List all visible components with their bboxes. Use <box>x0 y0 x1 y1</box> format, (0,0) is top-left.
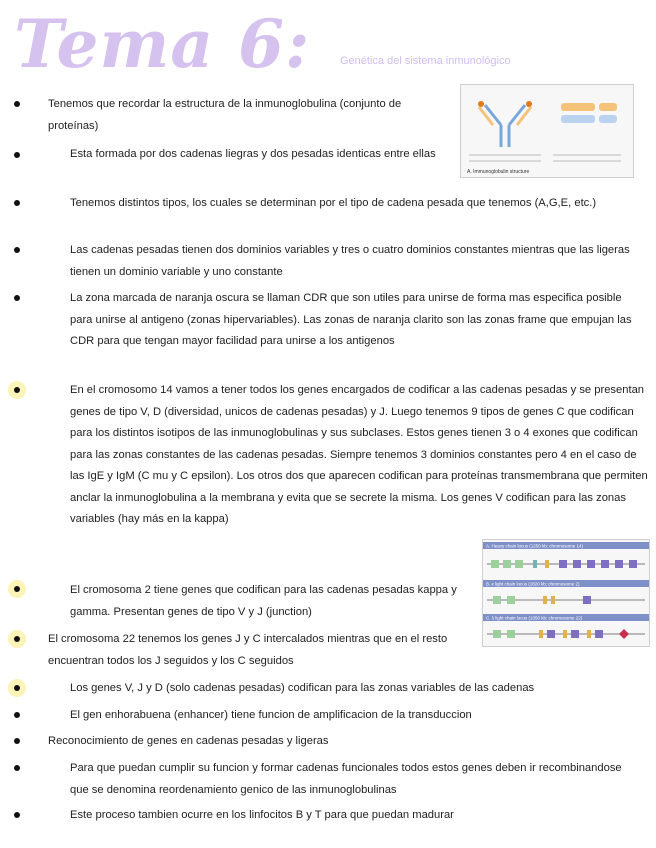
list-item: Tenemos que recordar la estructura de la inmunoglobulina (conjunto de proteínas) <box>48 98 402 132</box>
bullet-icon <box>14 387 20 393</box>
heavy-chain-arm-right <box>509 105 525 125</box>
cdr-left <box>478 101 484 107</box>
lambda-c-gene-1 <box>547 630 555 638</box>
list-item: La zona marcada de naranja oscura se llaman CDR que son utiles para unirse de forma mas especifica posible para unirse al antigeno (zonas hipervariables). Las zonas de naranja clarito son las zonas frame que empujan las CDR para que tengan mayor facilidad para unirse a los antigenos <box>70 292 632 347</box>
heavy-locus-title: A. Heavy chain locus (1250 kb; chromosome 14) <box>486 543 584 549</box>
heavy-chain-arm-left <box>485 105 501 125</box>
cdr-right <box>526 101 532 107</box>
bullet-icon <box>14 765 20 771</box>
bullet-icon <box>14 712 20 718</box>
heavy-v-gene-2 <box>503 560 511 568</box>
domain-vh <box>561 115 595 123</box>
bullet-icon <box>14 738 20 744</box>
heavy-v-gene-3 <box>515 560 523 568</box>
list-item: El cromosoma 22 tenemos los genes J y C intercalados mientras que en el resto encuentran todos los J seguidos y los C seguidos <box>48 633 448 667</box>
bullet-icon <box>14 636 20 642</box>
domain-vl <box>561 103 595 111</box>
bullet-icon <box>14 247 20 253</box>
bullet-icon <box>14 586 20 592</box>
list-item: Para que puedan cumplir su funcion y formar cadenas funcionales todos estos genes deben ir recombinandose que se denomina reordenamiento genico de las inmunoglobulinas <box>70 762 622 796</box>
bullet-icon <box>14 295 20 301</box>
domain-cl <box>599 103 617 111</box>
list-item: Este proceso tambien ocurre en los linfocitos B y T para que puedan madurar <box>70 809 454 821</box>
list-item: Tenemos distintos tipos, los cuales se determinan por el tipo de cadena pesada que tenemos (A,G,E, etc.) <box>70 197 597 209</box>
gene-loci-diagram <box>483 540 649 646</box>
bullet-icon <box>14 685 20 691</box>
lambda-v-gene-1 <box>493 630 501 638</box>
list-item: Reconocimiento de genes en cadenas pesadas y ligeras <box>48 735 329 747</box>
lambda-enhancer <box>619 629 629 639</box>
kappa-j-gene-2 <box>551 596 555 604</box>
figure1-caption: A. Immunoglobulin structure <box>467 169 530 175</box>
heavy-c-gene-3 <box>587 560 595 568</box>
kappa-v-gene-1 <box>493 596 501 604</box>
bullet-icon <box>14 101 20 107</box>
bullet-icon <box>14 200 20 206</box>
lambda-j-gene-2 <box>563 630 567 638</box>
page-title: Tema 6: <box>14 5 311 83</box>
heavy-v-gene-1 <box>491 560 499 568</box>
list-item: El gen enhorabuena (enhancer) tiene funcion de amplificacion de la transduccion <box>70 709 472 721</box>
heavy-j-gene <box>545 560 549 568</box>
lambda-v-gene-2 <box>507 630 515 638</box>
list-item: Esta formada por dos cadenas liegras y dos pesadas identicas entre ellas <box>70 148 436 160</box>
immunoglobulin-figure <box>460 84 634 178</box>
lambda-j-gene-3 <box>587 630 591 638</box>
heavy-c-gene-5 <box>615 560 623 568</box>
lambda-c-gene-3 <box>595 630 603 638</box>
gene-loci-figure <box>482 539 650 647</box>
heavy-c-gene-2 <box>573 560 581 568</box>
heavy-c-gene-4 <box>601 560 609 568</box>
list-item: En el cromosomo 14 vamos a tener todos los genes encargados de codificar a las cadenas pesadas y se presentan genes de tipo V, D (diversidad, unicos de cadenas pesadas) y J. Luego tenemos 9 tipos de genes C que codifican para los distintos isotipos de las inmunoglobulinas y sus subclases. Estos genes tienen 3 o 4 exones que codifican para las zonas constantes de las cadenas pesadas. Siempre tenemos 3 dominios constantes pero 4 en el caso de las IgE y IgM (C mu y C epsilon). Los otros dos que aparecen codifican para proteínas transmembrana que permiten anclar la inmunoglobulina a la membrana y evita que se secrete la misma. Los genes V codifican para las zonas variables (hay más en la kappa) <box>70 384 648 525</box>
light-chain-left <box>479 107 493 125</box>
list-item: Las cadenas pesadas tienen dos dominios variables y tres o cuatro dominios constantes mientras que las ligeras tienen un dominio variable y uno constante <box>70 244 630 278</box>
immunoglobulin-diagram <box>461 85 633 177</box>
list-item: Los genes V, J y D (solo cadenas pesadas) codifican para las zonas variables de las cadenas <box>70 682 535 694</box>
heavy-d-gene <box>533 560 537 568</box>
lambda-c-gene-2 <box>571 630 579 638</box>
lambda-j-gene-1 <box>539 630 543 638</box>
domain-ch1 <box>599 115 617 123</box>
page-subtitle: Genética del sistema inmunológico <box>340 55 511 67</box>
heavy-c-gene-1 <box>559 560 567 568</box>
list-item: El cromosoma 2 tiene genes que codifican para las cadenas pesadas kappa y gamma. Presentan genes de tipo V y J (junction) <box>70 584 457 618</box>
kappa-v-gene-2 <box>507 596 515 604</box>
kappa-locus-title: B. κ light chain locus (1820 kb; chromosome 2) <box>486 581 580 587</box>
kappa-c-gene <box>583 596 591 604</box>
bullet-icon <box>14 152 20 158</box>
bullet-icon <box>14 812 20 818</box>
kappa-j-gene-1 <box>543 596 547 604</box>
heavy-c-gene-6 <box>629 560 637 568</box>
lambda-locus-title: C. λ light chain locus (1050 kb; chromosome 22) <box>486 615 583 621</box>
light-chain-right <box>517 107 531 125</box>
